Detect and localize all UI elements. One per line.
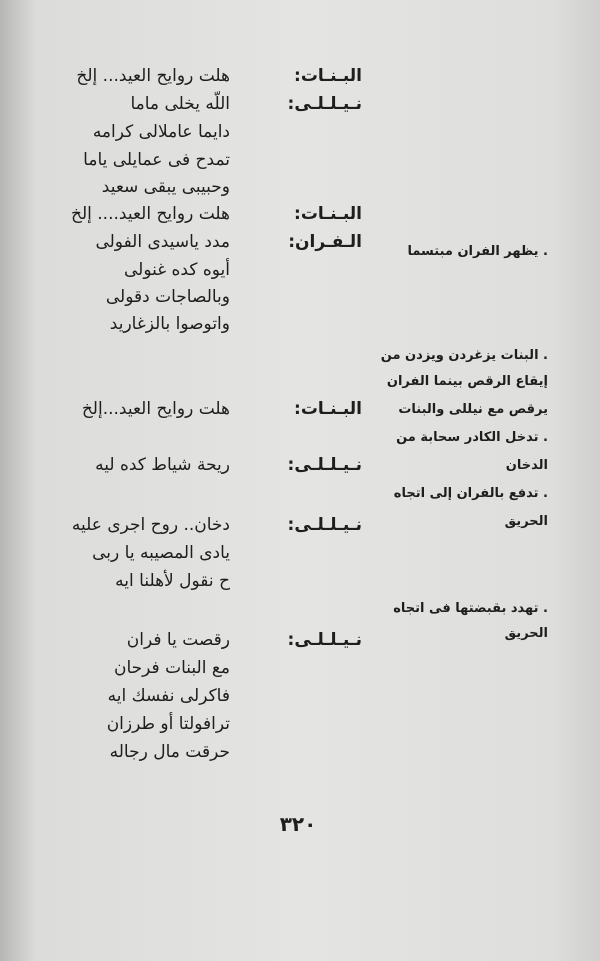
verse-line: مدد ياسيدى الفولى (95, 232, 230, 252)
verse-line: هلت روايح العيد.... إلخ (71, 204, 230, 224)
verse-line: هلت روايح العيد...إلخ (81, 399, 230, 419)
stage-direction: . البنات يزغردن ويزدن من (380, 348, 548, 363)
verse-line: ريحة شياط كده ليه (95, 455, 230, 475)
verse-line: ترافولتا أو طرزان (106, 714, 230, 734)
speaker-label: البـنـات: (294, 399, 362, 419)
speaker-label: نـيـلـلـى: (287, 630, 362, 650)
speaker-label: نـيـلـلـى: (287, 455, 362, 475)
speaker-label: نـيـلـلـى: (287, 515, 362, 535)
stage-direction: الدخان (505, 458, 548, 473)
stage-direction: . تدخل الكادر سحابة من (396, 430, 548, 445)
stage-direction: الحريق (504, 514, 548, 529)
stage-direction: . يظهر الفران مبتسما (407, 244, 548, 259)
verse-line: وبالصاجات دقولى (105, 287, 230, 307)
speaker-label: نـيـلـلـى: (287, 94, 362, 114)
verse-line: فاكرلى نفسك ايه (107, 686, 230, 706)
speaker-label: الـفـران: (288, 232, 362, 252)
verse-line: حرقت مال رجاله (109, 742, 230, 762)
verse-line: دايما عاملالى كرامه (92, 122, 230, 142)
binding-shadow (0, 0, 36, 961)
verse-line: واتوصوا بالزغاريد (109, 314, 230, 334)
stage-direction: إيقاع الرقص بينما الفران (386, 374, 548, 389)
verse-line: هلت روايح العيد... إلخ (76, 66, 230, 86)
verse-line: ح نقول لأهلنا ايه (115, 571, 230, 591)
verse-line: رقصت يا فران (126, 630, 230, 650)
verse-line: دخان.. روح اجرى عليه (71, 515, 230, 535)
page-number: ٣٢٠ (279, 812, 317, 836)
verse-line: اللّه يخلى ماما (130, 94, 230, 114)
verse-line: وحبيبى يبقى سعيد (101, 177, 230, 197)
stage-direction: . تدفع بالفران إلى اتجاه (393, 486, 548, 501)
verse-line: يادى المصيبه يا ربى (92, 543, 230, 563)
stage-direction: الحريق (504, 626, 548, 641)
stage-direction: . تهدد بقبضتها فى اتجاه (393, 601, 548, 616)
verse-line: أيوه كده غنولى (123, 260, 230, 280)
speaker-label: البـنـات: (294, 204, 362, 224)
verse-line: مع البنات فرحان (114, 658, 230, 678)
verse-line: تمدح فى عمايلى ياما (83, 150, 230, 170)
stage-direction: يرقص مع نيللى والبنات (398, 402, 548, 417)
speaker-label: البـنـات: (294, 66, 362, 86)
